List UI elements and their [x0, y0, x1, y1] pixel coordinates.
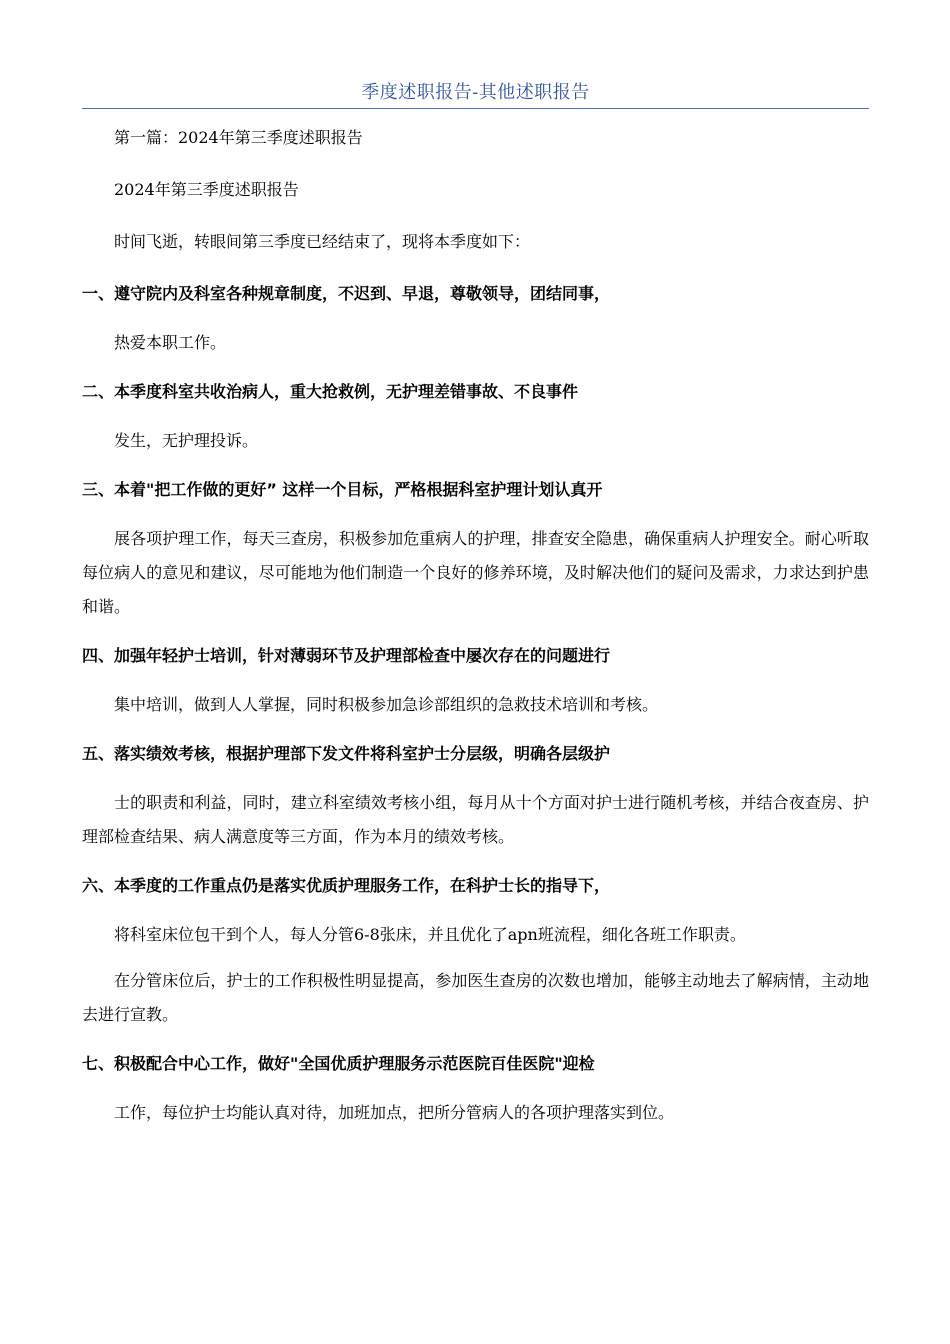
document-body [82, 118, 869, 1142]
section-5-paragraph: 士的职责和利益，同时，建立科室绩效考核小组，每月从十个方面对护士进行随机考核，并结合夜查房、护理部检查结果、病人满意度等三方面，作为本月的绩效考核。 [82, 793, 869, 846]
section-6-heading: 六、本季度的工作重点仍是落实优质护理服务工作，在科护士长的指导下， [82, 876, 611, 895]
section-7-heading: 七、积极配合中心工作，做好"全国优质护理服务示范医院百佳医院"迎检 [82, 1054, 595, 1073]
section-3-body [82, 522, 869, 624]
section-4-heading: 四、加强年轻护士培训，针对薄弱环节及护理部检查中屡次存在的问题进行 [82, 646, 611, 665]
section-2-body [82, 424, 869, 458]
section-5-heading: 五、落实绩效考核，根据护理部下发文件将科室护士分层级，明确各层级护 [82, 744, 611, 763]
intro-line-3: 时间飞逝，转眼间第三季度已经结束了，现将本季度如下： [114, 232, 531, 251]
section-3-paragraph: 展各项护理工作，每天三查房，积极参加危重病人的护理，排查安全隐患，确保重病人护理安全。耐心听取每位病人的意见和建议，尽可能地为他们制造一个良好的修养环境，及时解决他们的疑问及需求，力求达到护患和谐。 [82, 529, 869, 616]
section-1-paragraph: 热爱本职工作。 [114, 333, 227, 352]
header-title: 季度述职报告-其他述职报告 [361, 82, 590, 103]
section-5-body [82, 786, 869, 854]
section-7-paragraph: 工作，每位护士均能认真对待，加班加点，把所分管病人的各项护理落实到位。 [114, 1103, 675, 1122]
intro-line-2: 2024年第三季度述职报告 [114, 180, 299, 199]
document-header [82, 78, 869, 109]
section-6-paragraph-1: 将科室床位包干到个人，每人分管6-8张床，并且优化了apn班流程，细化各班工作职责。 [114, 925, 746, 944]
section-4-body [82, 688, 869, 722]
section-2-paragraph: 发生，无护理投诉。 [114, 431, 259, 450]
section-6-paragraph-2: 在分管床位后，护士的工作积极性明显提高，参加医生查房的次数也增加，能够主动地去了解病情，主动地去进行宣教。 [82, 971, 869, 1024]
section-1-heading: 一、遵守院内及科室各种规章制度，不迟到、早退，尊敬领导，团结同事， [82, 284, 611, 303]
section-2-heading: 二、本季度科室共收治病人，重大抢救例，无护理差错事故、不良事件 [82, 382, 579, 401]
section-6-body [82, 918, 869, 1032]
section-1-body [82, 326, 869, 360]
intro-line-1: 第一篇：2024年第三季度述职报告 [114, 128, 363, 147]
section-3-heading: 三、本着"把工作做的更好” 这样一个目标，严格根据科室护理计划认真开 [82, 480, 603, 499]
section-4-paragraph: 集中培训，做到人人掌握，同时积极参加急诊部组织的急救技术培训和考核。 [114, 695, 659, 714]
section-7-body [82, 1096, 869, 1130]
